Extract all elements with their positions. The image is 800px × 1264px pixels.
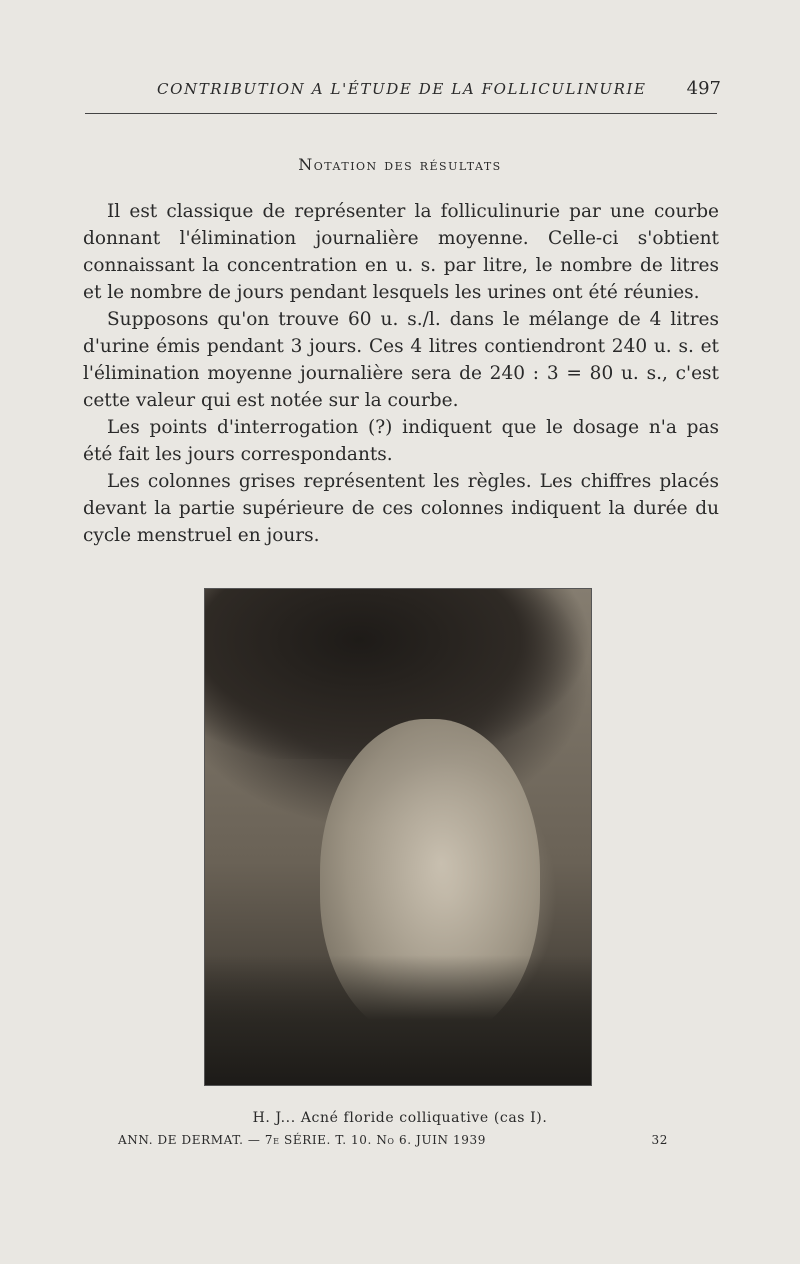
sheet-number: 32 <box>651 1133 668 1147</box>
running-header <box>85 78 725 104</box>
figure-caption: H. J... Acné floride colliquative (cas I). <box>252 1110 548 1126</box>
header-rule <box>85 113 717 114</box>
running-title: CONTRIBUTION A L'ÉTUDE DE LA FOLLICULINURIE <box>157 80 647 98</box>
page-number: 497 <box>686 78 721 99</box>
journal-reference: ANN. DE DERMAT. — 7e SÉRIE. T. 10. No 6. JUIN 1939 <box>118 1133 486 1147</box>
paragraph: Les points d'interrogation (?) indiquent que le dosage n'a pas été fait les jours correspondants. <box>83 417 719 465</box>
body-text <box>83 198 719 549</box>
paragraph: Il est classique de représenter la folliculinurie par une courbe donnant l'élimination journalière moyenne. Celle-ci s'obtient connaissant la concentration en u. s. par litre, le nombre de litres et le nombre de jours pendant lesquels les urines ont été réunies. <box>83 201 719 303</box>
paragraph: Supposons qu'on trouve 60 u. s./l. dans le mélange de 4 litres d'urine émis pendant 3 jours. Ces 4 litres contiendront 240 u. s. et l'élimination moyenne journalière sera de 240 : 3 = 80 u. s., c'est cette valeur qui est notée sur la courbe. <box>83 309 719 411</box>
page-footer <box>118 1133 668 1151</box>
photo-coat-region <box>205 955 591 1085</box>
patient-photograph <box>204 588 592 1086</box>
section-heading: Notation des résultats <box>298 155 502 174</box>
paragraph: Les colonnes grises représentent les règles. Les chiffres placés devant la partie supérieure de ces colonnes indiquent la durée du cycle menstruel en jours. <box>83 471 719 546</box>
